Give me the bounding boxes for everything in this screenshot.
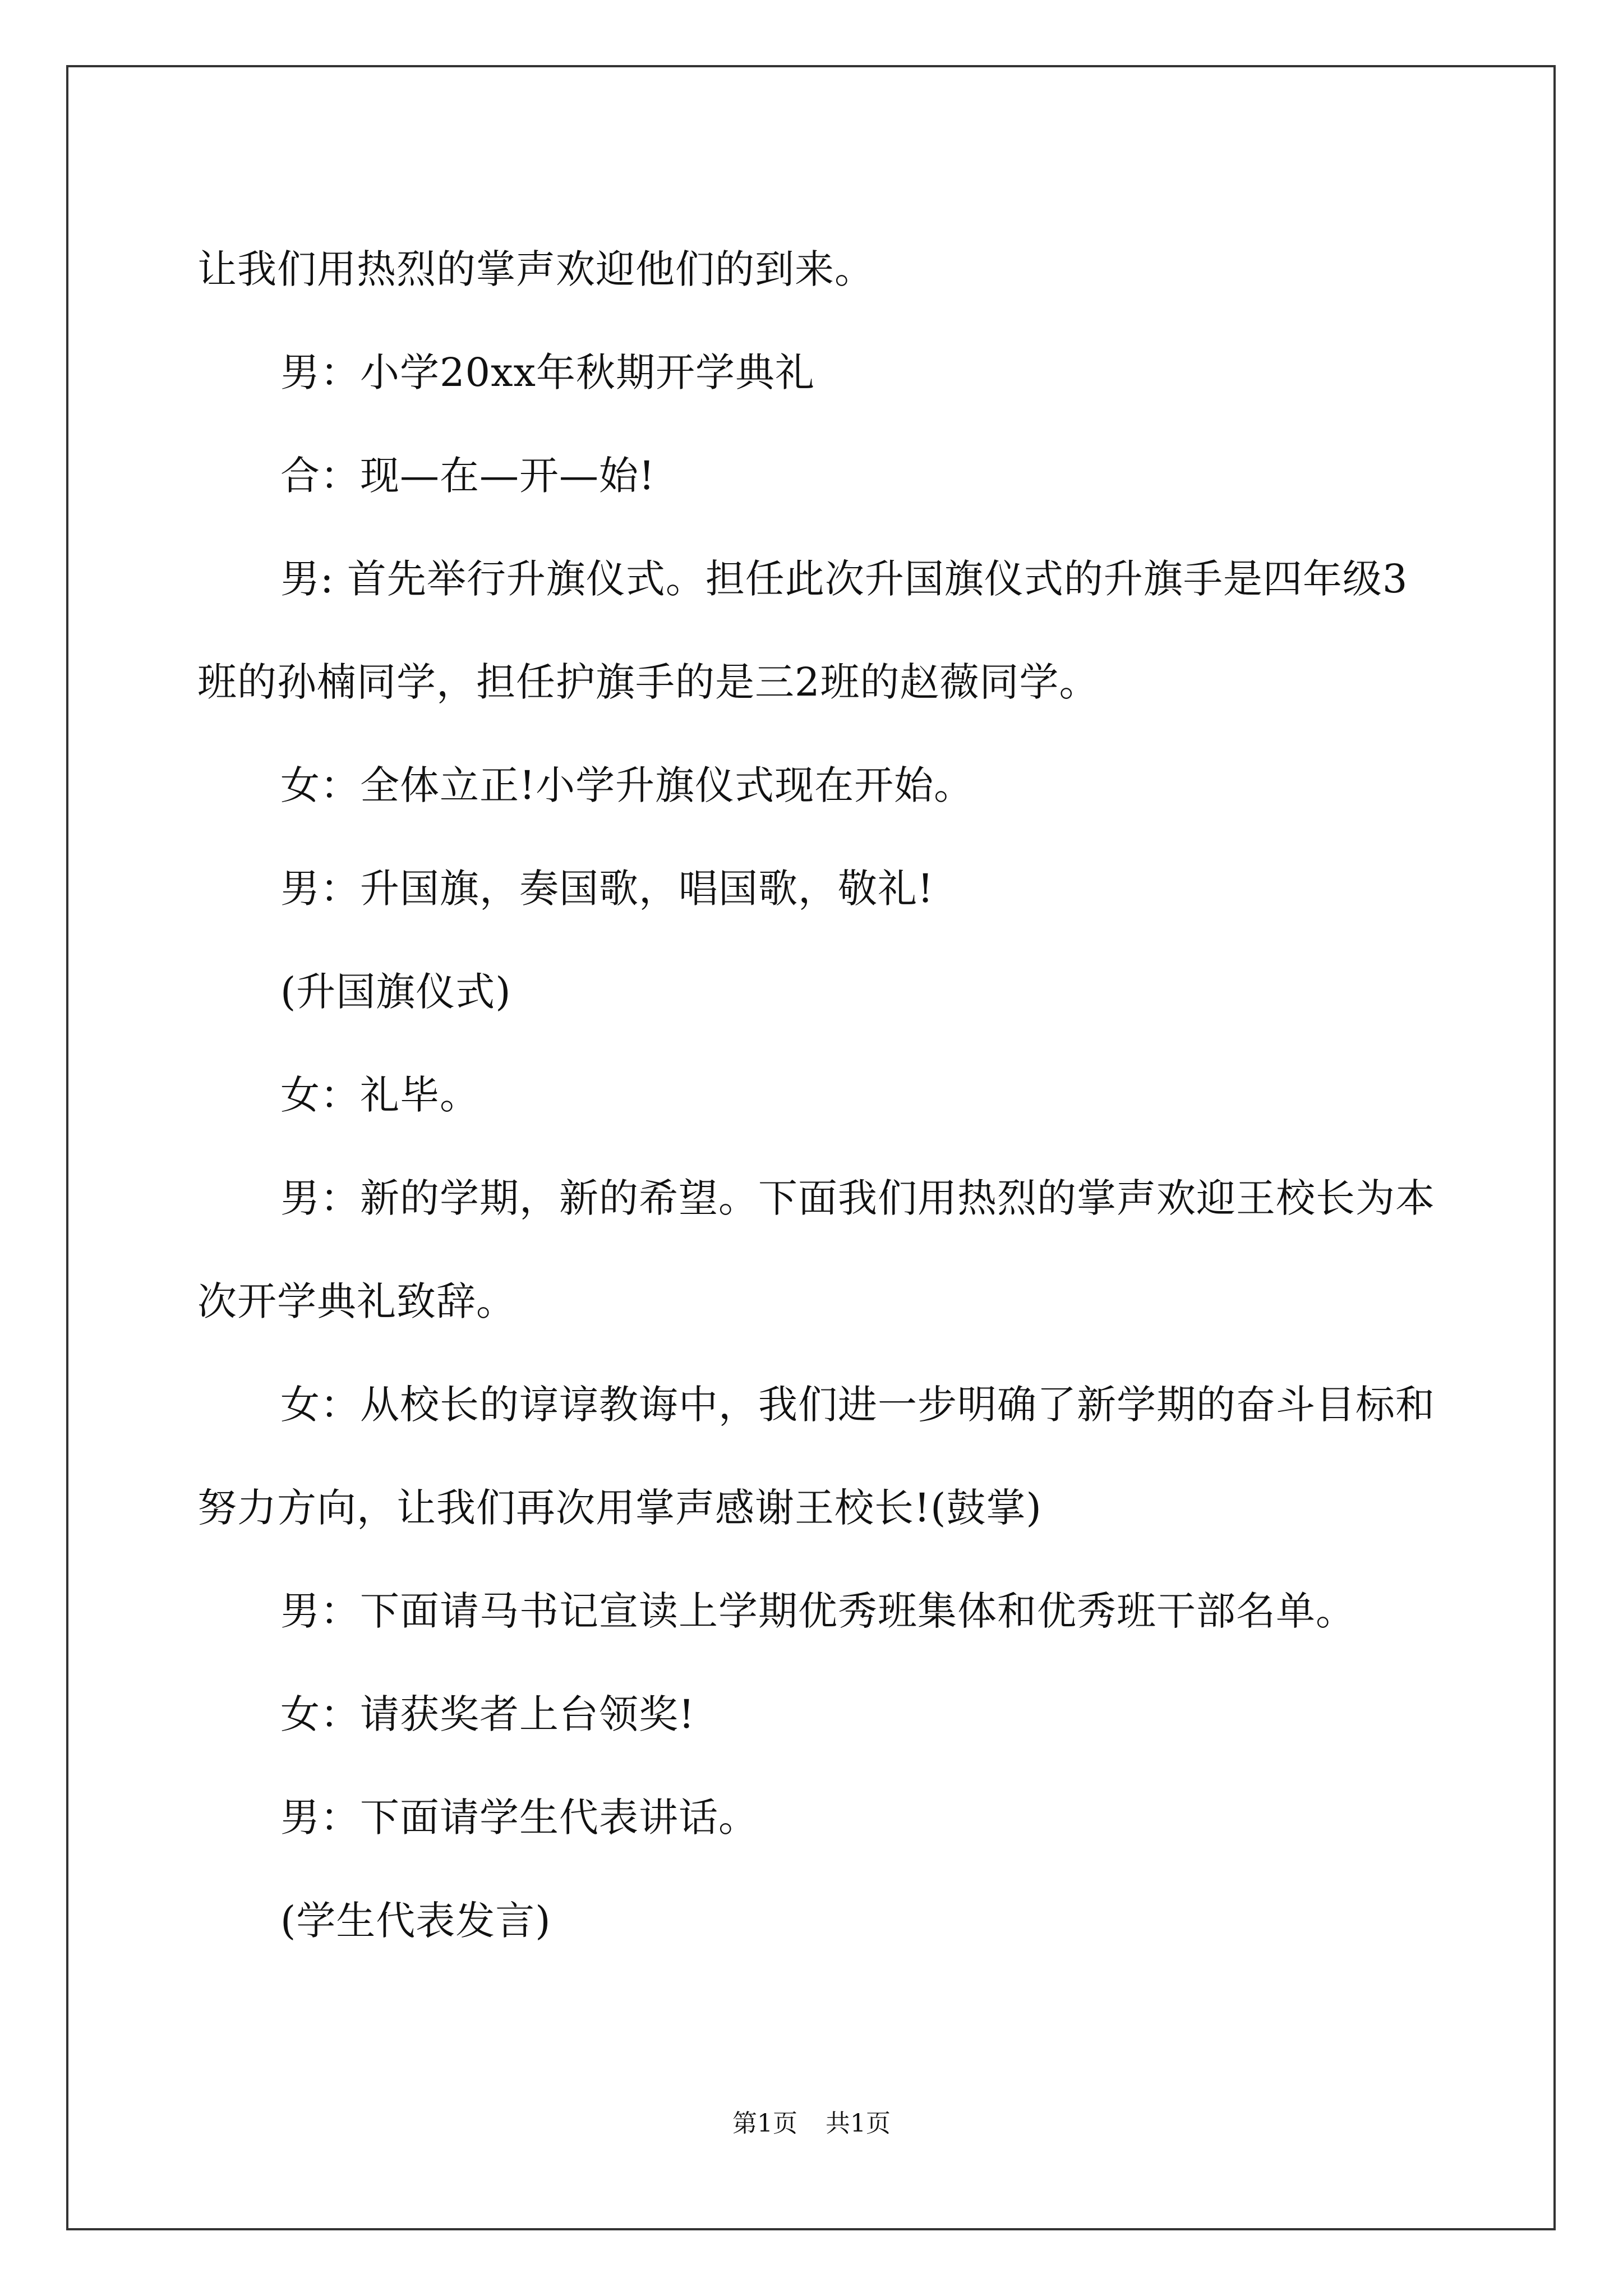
paragraph-salute-end: 女：礼毕。 [280,1072,479,1118]
paragraph-welcome: 让我们用热烈的掌声欢迎他们的到来。 [197,246,874,292]
page-total: 共1页 [826,2109,891,2138]
document-body [197,218,1437,1972]
page-number: 第1页 [732,2109,797,2138]
paragraph-start: 合：现—在—开—始! [280,453,656,499]
paragraph-principal-intro: 男：新的学期，新的希望。下面我们用热烈的掌声欢迎王校长为本次开学典礼致辞。 [197,1175,1435,1324]
paragraph-thanks-principal: 女：从校长的谆谆教诲中，我们进一步明确了新学期的奋斗目标和努力方向，让我们再次用掌声感谢王校长!(鼓掌) [197,1382,1435,1531]
paragraph-anthem: 男：升国旗，奏国歌，唱国歌，敬礼! [280,866,934,912]
paragraph-award-winners: 女：请获奖者上台领奖! [280,1691,695,1737]
paragraph-attention: 女：全体立正!小学升旗仪式现在开始。 [280,762,974,808]
page-footer [0,2107,1623,2141]
paragraph-awards-list: 男：下面请马书记宣读上学期优秀班集体和优秀班干部名单。 [280,1588,1355,1634]
paragraph-flag-ceremony-note: (升国旗仪式) [280,969,511,1015]
paragraph-student-speech-note: (学生代表发言) [280,1898,551,1944]
paragraph-ceremony-title: 男：小学20xx年秋期开学典礼 [280,349,815,395]
paragraph-flag-raising-intro: 男: 首先举行升旗仪式。担任此次升国旗仪式的升旗手是四年级3班的孙楠同学，担任护旗手的是三2班的赵薇同学。 [197,556,1408,705]
paragraph-student-rep: 男：下面请学生代表讲话。 [280,1795,758,1841]
